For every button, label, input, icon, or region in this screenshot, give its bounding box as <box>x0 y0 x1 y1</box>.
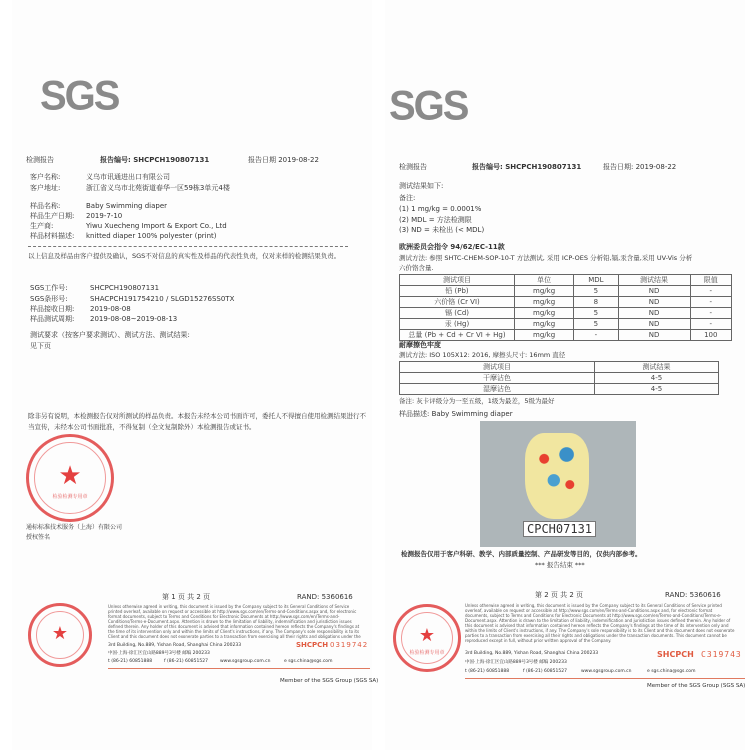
cell: 4-5 <box>595 384 719 395</box>
table-row <box>400 297 732 308</box>
website: www.sgsgroup.com.cn <box>581 669 632 674</box>
table-header <box>400 275 732 286</box>
cell: 总量 (Pb + Cd + Cr VI + Hg) <box>400 330 515 341</box>
note: (3) ND = 未检出 (< MDL) <box>399 226 485 234</box>
sgs-logo: SGS <box>389 82 468 130</box>
code-prefix: SHCPCH <box>657 650 694 659</box>
cell: - <box>690 297 731 308</box>
star-icon: ★ <box>418 624 436 646</box>
statement: 除非另有说明，本检测报告仅对所测试的样品负责。本报告未经本公司书面许可，委托人不得擅自使用检测结果进行不 <box>28 412 366 420</box>
report-number: 报告编号: SHCPCH190807131 <box>472 163 582 171</box>
fax: f (86-21) 60851527 <box>164 659 208 664</box>
material-description: knitted diaper 100% polyester (print) <box>86 232 217 240</box>
test-method: 测试方法: 参照 SHTC-CHEM-SOP-10-T 方法测试, 采用 ICP-OES 分析铅,镉,汞含量,采用 UV-Vis 分析 <box>399 254 693 262</box>
stamp-text: 检验检测专用章 <box>409 650 445 656</box>
see-next-page: 见下页 <box>30 342 51 350</box>
report-page-2 <box>385 0 745 750</box>
section-title: 欧洲委员会指令 94/62/EC-11款 <box>399 243 505 251</box>
manufacturer: Yiwu Xuecheng Import & Export Co., Ltd <box>86 222 227 230</box>
col-header: 测试结果 <box>618 275 690 286</box>
code-prefix: SHCPCH <box>296 641 329 649</box>
page-number: 第 1 页 共 2 页 <box>162 593 211 601</box>
legal-text: Unless otherwise agreed in writing, this document is issued by the Company subject to its General Conditions of Service printed overleaf, available on request or accessible at http://www.sgs.com/en/Terms-and-Conditions.aspx and, for electronic format documents, subject to Terms and Conditions for Electronic Documents at http://www.sgs.com/en/Terms-and-Conditions/Terms-e-Document.aspx. Attention is drawn to the limitation of liability, indemnification and jurisdiction issues defined therein. Any holder of this document is advised that information contained hereon reflects the Company's findings at the time of its intervention only and within the limits of Client's instructions, if any. The Company's sole responsibility is to its Client and this document does not exonerate parties to a transaction from exercising all their rights and obligations under the transaction documents. This document cannot be reproduced except in full, without prior written approval of the Company. <box>465 603 735 643</box>
cell: 汞 (Hg) <box>400 319 515 330</box>
disclaimer: 以上信息及样品由客户提供及确认，SGS不对信息的真实性及样品的代表性负责，仅对来样的检测结果负责。 <box>28 252 341 260</box>
footer-line <box>108 668 370 669</box>
address-cn: 中国·上海·徐汇区宜山路889号3号楼 邮编 200233 <box>108 651 210 656</box>
disclaimer: 检测报告仅用于客户科研、教学、内部质量控制、产品研发等目的，仅供内部参考。 <box>401 550 642 558</box>
cell: 镉 (Cd) <box>400 308 515 319</box>
note: 备注: <box>399 194 416 202</box>
report-date: 报告日期 2019-08-22 <box>248 156 319 164</box>
test-method: 六价铬含量. <box>399 264 434 272</box>
cell: ND <box>618 330 690 341</box>
table-row <box>400 308 732 319</box>
telephone: t (86-21) 60851888 <box>108 659 153 664</box>
report-number: 报告编号: SHCPCH190807131 <box>100 156 210 164</box>
address-en: 3rd Building, No.889, Yishan Road, Shanghai China 200233 <box>108 643 242 648</box>
report-page-1 <box>12 0 379 750</box>
cell: mg/kg <box>515 297 574 308</box>
sample-description: 样品描述: Baby Swimming diaper <box>399 410 513 418</box>
address-en: 3rd Building, No.889, Yishan Road, Shanghai China 200233 <box>465 651 599 656</box>
rand-code: RAND: 5360616 <box>297 593 353 601</box>
col-header: 测试项目 <box>400 275 515 286</box>
table-row <box>400 330 732 341</box>
test-method: 测试方法: ISO 105X12: 2016, 摩擦头尺寸: 16mm 直径 <box>399 351 566 359</box>
serial-code: 0319742 <box>330 641 369 649</box>
doc-label: 检测报告 <box>399 163 427 171</box>
statement: 当宣传，未经本公司书面批准，不得复制（全文复制除外）本检测报告或证书。 <box>28 423 256 431</box>
cell: 4-5 <box>595 373 719 384</box>
report-date: 报告日期: 2019-08-22 <box>603 163 677 171</box>
cell: mg/kg <box>515 308 574 319</box>
email: e sgs.china@sgs.com <box>284 659 333 664</box>
cell: 湿摩沾色 <box>400 384 595 395</box>
member-text: Member of the SGS Group (SGS SA) <box>647 683 746 689</box>
client-address: 浙江省义乌市北苑街道春华一区59栋3单元4楼 <box>86 184 230 192</box>
col-header: 测试结果 <box>595 362 719 373</box>
color-fastness-table <box>399 361 719 395</box>
legal-text: Unless otherwise agreed in writing, this document is issued by the Company subject to its General Conditions of Service printed overleaf, available on request or accessible at http://www.sgs.com/en/Terms-and-Conditions.aspx and, for electronic format documents, subject to Terms and Conditions for Electronic Documents at http://www.sgs.com/en/Terms-and-Conditions/Terms-e-Document.aspx. Attention is drawn to the limitation of liability, indemnification and jurisdiction issues defined therein. Any holder of this document is advised that information contained hereon reflects the Company's findings at the time of its intervention only and within the limits of Client's instructions, if any. The Company's sole responsibility is to its Client and this document does not exonerate parties to a transaction from exercising all their rights and obligations under the <box>108 604 361 639</box>
cell: 六价铬 (Cr VI) <box>400 297 515 308</box>
cell: - <box>574 330 618 341</box>
website: www.sgsgroup.com.cn <box>220 659 271 664</box>
table-header <box>400 362 719 373</box>
cell: ND <box>618 286 690 297</box>
receive-date: 2019-08-08 <box>90 305 131 313</box>
rand-code: RAND: 5360616 <box>665 591 721 599</box>
field-label: SGS条形号: <box>30 295 68 303</box>
sample-photo <box>480 421 636 547</box>
divider <box>28 246 348 247</box>
heavy-metal-table <box>399 274 732 341</box>
diaper-image <box>525 433 589 519</box>
col-header: 限值 <box>690 275 731 286</box>
signatory-label: 授权签名 <box>26 534 51 541</box>
field-label: 样品测试周期: <box>30 315 75 323</box>
sgs-barcode: SHACPCH191754210 / SLGD15276SS0TX <box>90 295 235 303</box>
field-label: 样品材料描述: <box>30 232 75 240</box>
results-title: 测试结果如下: <box>399 182 444 190</box>
doc-label: 检测报告 <box>26 156 54 164</box>
serial-code: C319743 <box>701 650 742 659</box>
field-label: 样品名称: <box>30 202 61 210</box>
cell: ND <box>618 297 690 308</box>
email: e sgs.china@sgs.com <box>647 669 696 674</box>
client-name: 义乌市讯通进出口有限公司 <box>86 173 170 181</box>
cell: mg/kg <box>515 286 574 297</box>
field-label: SGS工作号: <box>30 284 68 292</box>
fax: f (86-21) 60851527 <box>523 669 567 674</box>
footer-line <box>465 678 745 679</box>
table-row <box>400 286 732 297</box>
cell: ND <box>618 308 690 319</box>
field-label: 生产商: <box>30 222 54 230</box>
col-header: 单位 <box>515 275 574 286</box>
table-row <box>400 319 732 330</box>
table-row <box>400 373 719 384</box>
cell: 8 <box>574 297 618 308</box>
grading-note: 备注: 灰卡评级分为一至五级，1级为最差，5级为最好 <box>399 397 555 405</box>
star-icon: ★ <box>58 461 82 492</box>
signatory-company: 通标标准技术服务（上海）有限公司 <box>26 524 123 531</box>
cell: 5 <box>574 319 618 330</box>
section-title: 耐摩擦色牢度 <box>399 341 441 349</box>
test-request: 测试要求（按客户要求测试）、测试方法、测试结果: <box>30 331 190 339</box>
sgs-job-no: SHCPCH190807131 <box>90 284 160 292</box>
cell: - <box>690 319 731 330</box>
field-label: 客户地址: <box>30 184 61 192</box>
cell: - <box>690 286 731 297</box>
official-stamp <box>26 434 114 522</box>
cell: 铅 (Pb) <box>400 286 515 297</box>
end-of-report: *** 报告结束 *** <box>535 561 585 569</box>
cell: 5 <box>574 286 618 297</box>
cell: - <box>690 308 731 319</box>
sample-name: Baby Swimming diaper <box>86 202 168 210</box>
member-text: Member of the SGS Group (SGS SA) <box>280 678 379 684</box>
col-header: 测试项目 <box>400 362 595 373</box>
test-period: 2019-08-08~2019-08-13 <box>90 315 178 323</box>
cell: 5 <box>574 308 618 319</box>
footer-stamp <box>28 603 92 667</box>
cell: mg/kg <box>515 330 574 341</box>
page-number: 第 2 页 共 2 页 <box>535 591 584 599</box>
cell: 干摩沾色 <box>400 373 595 384</box>
note: (2) MDL = 方法检测限 <box>399 216 472 224</box>
field-label: 客户名称: <box>30 173 61 181</box>
cell: 100 <box>690 330 731 341</box>
sgs-logo: SGS <box>40 72 119 120</box>
address-cn: 中国·上海·徐汇区宜山路889号3号楼 邮编 200233 <box>465 660 567 665</box>
star-icon: ★ <box>51 622 69 644</box>
production-date: 2019-7-10 <box>86 212 123 220</box>
footer-stamp <box>393 604 461 672</box>
sample-tag: CPCH07131 <box>523 521 596 537</box>
note: (1) 1 mg/kg = 0.0001% <box>399 205 482 213</box>
cell: mg/kg <box>515 319 574 330</box>
field-label: 样品接收日期: <box>30 305 75 313</box>
cell: ND <box>618 319 690 330</box>
stamp-text: 检验检测专用章 <box>52 494 88 500</box>
col-header: MDL <box>574 275 618 286</box>
field-label: 样品生产日期: <box>30 212 75 220</box>
table-row <box>400 384 719 395</box>
telephone: t (86-21) 60851888 <box>465 669 510 674</box>
